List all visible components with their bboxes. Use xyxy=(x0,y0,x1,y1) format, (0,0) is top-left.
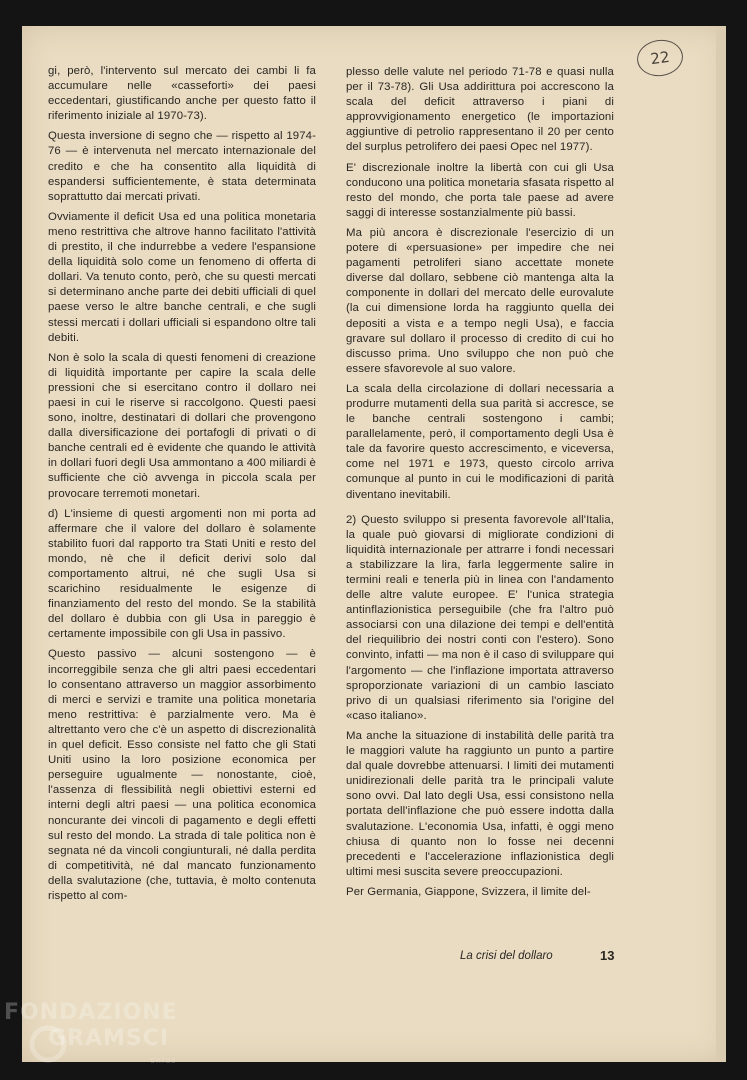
paragraph: d) L'insieme di questi argomenti non mi porta ad affermare che il valore del dollaro è solamente stabilito fuori dal rapporto tra Stati Uniti e resto del mondo, nè che il deficit derivi solo dal comportamento altrui, né che sugli Usa si scarichino residualmente le esigenze di finanziamento del resto del mondo. Se la stabilità del dollaro è dubbia con gli Usa in pareggio è certamente impossibile con gli Usa in passivo. xyxy=(48,507,316,641)
paragraph: Non è solo la scala di questi fenomeni di creazione di liquidità importante per capire la scala delle pressioni che si esercitano contro il dollaro nei paesi in cui le riserve si raccolgono. Questi paesi sono, inoltre, destinatari di dollari che provengono dalla diversificazione dei portafogli di privati o di banche centrali ed è evidente che quando le attività in dollari fuori degli Usa ammontano a 400 miliardi è sufficiente che ciò avvenga in piccola scala per provocare terremoti monetari. xyxy=(48,351,316,500)
paragraph: Ma anche la situazione di instabilità delle parità tra le maggiori valute ha raggiunto un punto a partire dal quale dovrebbe attenuarsi. I limiti dei mutamenti unidirezionali delle parità tra le principali valute sono ovvi. Dal lato degli Usa, essi consistono nella portata dell'inflazione che può essere indotta dalla svalutazione. L'economia Usa, infatti, è oggi meno chiusa di quanto non lo fosse nei decenni precedenti e l'accelerazione inflazionistica degli ultimi mesi suscita severe preoccupazioni. xyxy=(346,729,614,878)
paragraph: Questo passivo — alcuni sostengono — è incorreggibile senza che gli altri paesi eccedentari lo consentano attraverso un maggior assorbimento di merci e servizi e tramite una politica monetaria meno restrittiva: è parzialmente vero. Ma è altrettanto vero che c'è un aspetto di discrezionalità in quel deficit. Esso consiste nel fatto che gli Stati Uniti usino la loro posizione economica per perseguire ugualmente — nonostante, cioè, l'assenza di flessibilità negli obiettivi esterni ed interni degli altri paesi — una politica economica noncurante dei vincoli di pagamento e degli effetti sul resto del mondo. La strada di tale politica non è segnata né da vincoli congiunturali, né dalla perdita di competitività, né dal mancato funzionamento della svalutazione (che, tuttavia, è molto contenuta rispetto al com- xyxy=(48,648,316,902)
paragraph: gi, però, l'intervento sul mercato dei cambi li fa accumulare nelle «casseforti» dei paesi eccedentari, giustificando anche per questo fatto il riferimento iniziale al 1970-73). xyxy=(48,65,316,123)
watermark-line2: GRAMSCI xyxy=(48,1026,170,1051)
paragraph: Ma più ancora è discrezionale l'esercizio di un potere di «persuasione» per impedire che nei pagamenti petroliferi siano accettate monete diverse dal dollaro, sebbene ciò mantenga alta la componente in dollari del mercato delle eurovalute (la cui dimensione lorda ha raggiunto quella dei depositi a vista e a tempo negli Usa), e faccia gravare sul dollaro il processo di credito di cui ho discusso prima. Uno sviluppo che non può che essere sfavorevole al suo valore. xyxy=(346,226,614,375)
running-title: La crisi del dollaro xyxy=(460,950,553,962)
archive-watermark xyxy=(0,996,200,1080)
paragraph: Per Germania, Giappone, Svizzera, il limite del- xyxy=(346,885,591,898)
archive-mark: 22 xyxy=(635,37,686,79)
paragraph: La scala della circolazione di dollari necessaria a produrre mutamenti della sua parità si accresce, se le banche centrali sostengono i cambi; parallelamente, però, il comportamento degli Usa è tale da favorire questo accrescimento, e viceversa, come nel 1971 e 1973, questo circolo arriva comunque al punto in cui le modificazioni di parità diventano inevitabili. xyxy=(346,382,614,501)
right-column xyxy=(346,65,614,905)
paragraph: Ovviamente il deficit Usa ed una politica monetaria meno restrittiva che altrove hanno facilitato l'attività di prestito, il che indurrebbe a vedere l'espansione della liquidità solo come un fenomeno di offerta di dollari. Va tenuto conto, però, che su questi mercati si determinano anche parte dei debiti ufficiali di quel paese verso le altre banche centrali, e che sugli stessi mercati i dollari ufficiali si espandono oltre tali debiti. xyxy=(48,210,316,344)
paragraph: 2) Questo sviluppo si presenta favorevole all'Italia, la quale può giovarsi di migliorate condizioni di liquidità internazionale per attrarre i fondi necessari a stabilizzare la lira, farla leggermente salire in termini reali e tenerla più in linea con l'andamento delle altre valute europee. E' l'unica strategia antinflazionistica perseguibile (che fra l'altro può associarsi con una dilazione dei tempi e dell'entità del riequilibrio dei nostri conti con l'estero). Sono convinto, infatti — ma non è il caso di sviluppare qui l'argomento — che l'inflazione importata attraverso sproporzionate variazioni di un cambio lasciato privo di un qualsiasi riferimento sia l'origine del «caso italiano». xyxy=(346,513,614,722)
watermark-line1: FONDAZIONE xyxy=(4,1000,178,1025)
paragraph: plesso delle valute nel periodo 71-78 e quasi nulla per il 73-78). Gli Usa addirittura poi accrescono la scala del deficit attraverso i piani di approvvigionamento energetico (le importazioni aggiuntive di petrolio rappresentano il 20 per cento del surplus petrolifero dei paesi Opec nel 1977). xyxy=(346,66,614,154)
paragraph: E' discrezionale inoltre la libertà con cui gli Usa conducono una politica monetaria sfasata rispetto al resto del mondo, che porta tale paese ad avere saggi di interesse sostanzialmente più bassi. xyxy=(346,161,614,219)
page-edge xyxy=(716,30,726,1060)
paragraph: Questa inversione di segno che — rispetto al 1974-76 — è intervenuta nel mercato internazionale del credito e che ha consentito alla liquidità di espandersi sufficientemente, è stata determinata soprattutto dai mercati privati. xyxy=(48,130,316,203)
watermark-line3: onlus xyxy=(150,1056,177,1065)
left-column xyxy=(48,64,316,909)
page-number: 13 xyxy=(600,948,615,963)
